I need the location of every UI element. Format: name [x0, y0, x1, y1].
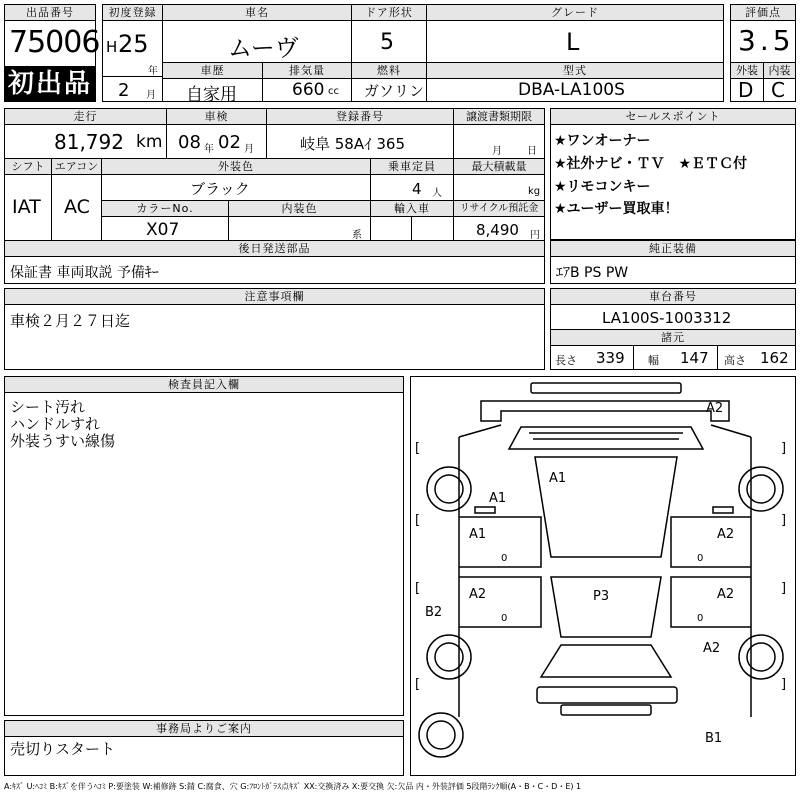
- displacement-label: 排気量: [263, 63, 351, 79]
- score-value: 3.5: [738, 24, 795, 57]
- length-value: 339: [596, 349, 625, 367]
- interior-label: 内装: [764, 63, 795, 79]
- recycle-value: 8,490: [476, 221, 519, 239]
- later-parts-label: 後日発送部品: [5, 241, 544, 257]
- history-label: 車歴: [163, 63, 262, 79]
- sales-point-3: ★リモコンキー: [554, 179, 651, 195]
- int-color-unit: 系: [352, 230, 362, 241]
- history-value: 自家用: [186, 85, 237, 105]
- grade-value: L: [566, 28, 580, 56]
- genuine-label: 純正装備: [551, 241, 795, 257]
- door-label: ドア形状: [352, 5, 426, 21]
- reg-year-unit: 年: [148, 66, 158, 77]
- mileage-label: 走行: [5, 109, 166, 125]
- displacement-value: 660: [292, 80, 325, 100]
- ac-value: AC: [64, 196, 90, 218]
- capacity-value: 4: [412, 180, 422, 198]
- model-label: 型式: [427, 63, 723, 79]
- height-label: 高さ: [724, 354, 746, 367]
- recycle-label: リサイクル預託金: [454, 201, 544, 217]
- transfer-day-unit: 日: [527, 146, 537, 157]
- width-label: 幅: [648, 354, 659, 367]
- bracket-right-top: ]: [781, 441, 787, 456]
- later-parts-value: 保証書 車両取説 予備ｷｰ: [10, 265, 159, 281]
- height-value: 162: [760, 349, 789, 367]
- first-listing-badge: [4, 66, 96, 102]
- mark-roof: A1: [549, 471, 567, 486]
- capacity-label: 乗車定員: [371, 159, 453, 175]
- insp-year-unit: 年: [204, 144, 214, 155]
- inspector-line-3: 外装うすい線傷: [10, 432, 116, 450]
- load-label: 最大積載量: [454, 159, 544, 175]
- zero-right-front: 0: [697, 553, 704, 564]
- car-name: ムーヴ: [228, 34, 299, 62]
- zero-left-front: 0: [501, 553, 508, 564]
- model-value: DBA-LA100S: [518, 80, 625, 100]
- int-color-label: 内装色: [229, 201, 370, 217]
- mark-bottom: B1: [705, 731, 723, 746]
- lot-label: 出品番号: [5, 5, 95, 21]
- shift-value: IAT: [12, 196, 41, 218]
- bracket-right-bottom: ]: [781, 677, 787, 692]
- width-value: 147: [680, 349, 709, 367]
- reg-month: 2: [118, 80, 130, 101]
- chassis-value: LA100S-1003312: [602, 309, 732, 327]
- first-reg-label: 初度登録: [103, 5, 162, 21]
- color-no-label: カラーNo.: [102, 201, 228, 217]
- bracket-left-top: [: [415, 441, 421, 456]
- inspector-line-2: ハンドルすれ: [10, 415, 101, 433]
- transfer-month-unit: 月: [492, 146, 502, 157]
- fuel-value: ガソリン: [364, 82, 425, 100]
- sales-points-label: セールスポイント: [551, 109, 795, 125]
- mark-rear-top: A2: [706, 401, 724, 416]
- mileage-value: 81,792: [54, 130, 124, 154]
- interior-grade: C: [771, 78, 785, 102]
- door-count: 5: [380, 30, 394, 55]
- bracket-left-bottom: [: [415, 677, 421, 692]
- mileage-unit: km: [136, 132, 163, 152]
- fuel-label: 燃料: [352, 63, 426, 79]
- first-listing-label: 初出品: [7, 69, 92, 99]
- notes-label: 注意事項欄: [5, 289, 544, 305]
- score-label: 評価点: [731, 5, 795, 21]
- genuine-value: ｴｱB PS PW: [556, 265, 629, 281]
- car-name-label: 車名: [163, 5, 351, 21]
- transfer-label: 譲渡書類期限: [454, 109, 544, 125]
- exterior-grade: D: [738, 78, 754, 102]
- office-label: 事務局よりご案内: [5, 721, 403, 737]
- era: H: [106, 38, 118, 56]
- legend: A:ｷｽﾞ U:ﾍｺﾐ B:ｷｽﾞを伴うﾍｺﾐ P:要塗装 W:補修跡 S:錆 C:腐食、穴 G:ﾌﾛﾝﾄｶﾞﾗｽ点ｷｽﾞ XX:交換済み X:要交換 欠:欠品 内・外装評価 5段階ﾗﾝｸ順(A・B・C・D・E) 1: [4, 782, 582, 791]
- inspector-line-1: シート汚れ: [10, 398, 86, 416]
- shift-label: シフト: [5, 159, 51, 175]
- mark-left-quarter: B2: [425, 605, 443, 620]
- exterior-label: 外装: [731, 63, 763, 79]
- plate-value: 岐阜 58Aｲ 365: [300, 135, 406, 153]
- displacement-unit: cc: [328, 86, 339, 97]
- color-value: ブラック: [190, 180, 250, 198]
- insp-month-unit: 月: [244, 144, 254, 155]
- reg-year: 25: [118, 30, 149, 58]
- bracket-left-low: [: [415, 581, 421, 596]
- sales-point-4: ★ユーザー買取車！: [554, 201, 679, 217]
- dims-label: 諸元: [551, 330, 795, 346]
- import-label: 輸入車: [371, 201, 453, 217]
- plate-label: 登録番号: [267, 109, 453, 125]
- length-label: 長さ: [555, 354, 577, 367]
- zero-left-rear: 0: [501, 613, 508, 624]
- color-label: 外装色: [102, 159, 370, 175]
- mark-left-rear-door: A2: [469, 587, 487, 602]
- grade-label: グレード: [427, 5, 723, 21]
- insp-year: 08: [178, 132, 201, 153]
- car-diagram: [410, 376, 796, 776]
- insp-month: 02: [218, 132, 241, 153]
- notes-value: 車検２月２７日迄: [10, 312, 131, 330]
- mark-left-front-door: A1: [469, 527, 487, 542]
- inspector-label: 検査員記入欄: [5, 377, 403, 393]
- zero-right-rear: 0: [697, 613, 704, 624]
- reg-month-unit: 月: [146, 90, 156, 101]
- bracket-right-mid: ]: [781, 513, 787, 528]
- mark-right-quarter: A2: [703, 641, 721, 656]
- bracket-left-mid: [: [415, 513, 421, 528]
- recycle-unit: 円: [530, 230, 540, 241]
- mark-left-fender: A1: [489, 491, 507, 506]
- mark-roof-center: P3: [593, 589, 610, 604]
- car-outline: [411, 377, 795, 775]
- capacity-unit: 人: [432, 188, 442, 199]
- color-no-value: X07: [146, 220, 180, 240]
- chassis-label: 車台番号: [551, 289, 795, 305]
- sales-point-2: ★社外ナビ・ＴＶ ★ＥＴＣ付: [554, 156, 748, 172]
- bracket-right-low: ]: [781, 581, 787, 596]
- load-unit: kg: [528, 186, 541, 197]
- mark-right-rear-door: A2: [717, 587, 735, 602]
- sales-point-1: ★ワンオーナー: [554, 133, 651, 149]
- ac-label: エアコン: [52, 159, 101, 175]
- lot-number: 75006: [9, 25, 100, 60]
- office-value: 売切りスタート: [10, 740, 116, 758]
- mark-right-front-door: A2: [717, 527, 735, 542]
- inspection-label: 車検: [167, 109, 266, 125]
- sales-points-panel: [550, 108, 796, 240]
